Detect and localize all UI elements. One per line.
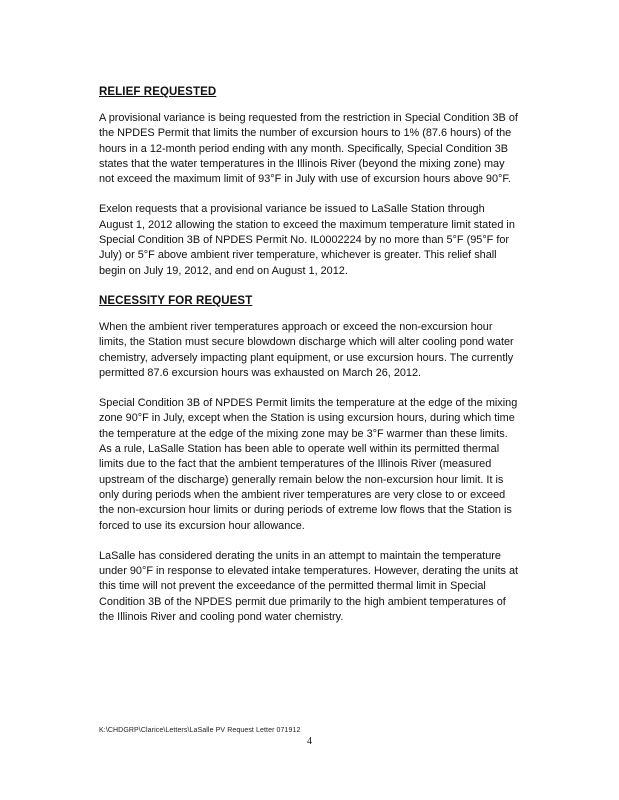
paragraph: Special Condition 3B of NPDES Permit limits the temperature at the edge of the mixing zone 90°F in July, except when the Station is using excursion hours, during which time the temperature at the edge of the mixing zone may be 3°F warmer than these limits. As a rule, LaSalle Station has been able to operate well within its permitted thermal limits due to the fact that the ambient temperatures of the Illinois River (measured upstream of the discharge) generally remain below the non-excursion hour limit. It is only during periods when the ambient river temperatures are very close to or exceed the non-excursion hour limits or during periods of extreme low flows that the Station is forced to use its excursion hour allowance. <box>99 397 518 532</box>
paragraph: When the ambient river temperatures approach or exceed the non-excursion hour limits, the Station must secure blowdown discharge which will alter cooling pond water chemistry, adversely impacting plant equipment, or use excursion hours. The currently permitted 87.6 excursion hours was exhausted on March 26, 2012. <box>99 320 514 379</box>
page-number: 4 <box>307 736 312 747</box>
section-heading-relief-requested: RELIEF REQUESTED <box>99 86 217 98</box>
document-body <box>99 85 519 625</box>
paragraph: A provisional variance is being requested from the restriction in Special Condition 3B of the NPDES Permit that limits the number of excursion hours to 1% (87.6 hours) of the hours in a 12-month period ending with any month. Specifically, Special Condition 3B states that the water temperatures in the Illinois River (beyond the mixing zone) may not exceed the maximum limit of 93°F in July with use of excursion hours above 90°F. <box>99 112 518 186</box>
section-heading-necessity-for-request: NECESSITY FOR REQUEST <box>99 294 253 307</box>
paragraph: Exelon requests that a provisional variance be issued to LaSalle Station through August 1, 2012 allowing the station to exceed the maximum temperature limit stated in Special Condition 3B of NPDES Permit No. IL0002224 by no more than 5°F (95°F for July) or 5°F above ambient river temperature, whichever is greater. This relief shall begin on July 19, 2012, and end on August 1, 2012. <box>99 203 515 277</box>
footer-file-path: K:\CHDGRP\Clarice\Letters\LaSalle PV Request Letter 071912 <box>99 727 301 734</box>
paragraph: LaSalle has considered derating the units in an attempt to maintain the temperature under 90°F in response to elevated intake temperatures. However, derating the units at this time will not prevent the exceedance of the permitted thermal limit in Special Condition 3B of the NPDES permit due primarily to the high ambient temperatures of the Illinois River and cooling pond water chemistry. <box>99 549 519 624</box>
